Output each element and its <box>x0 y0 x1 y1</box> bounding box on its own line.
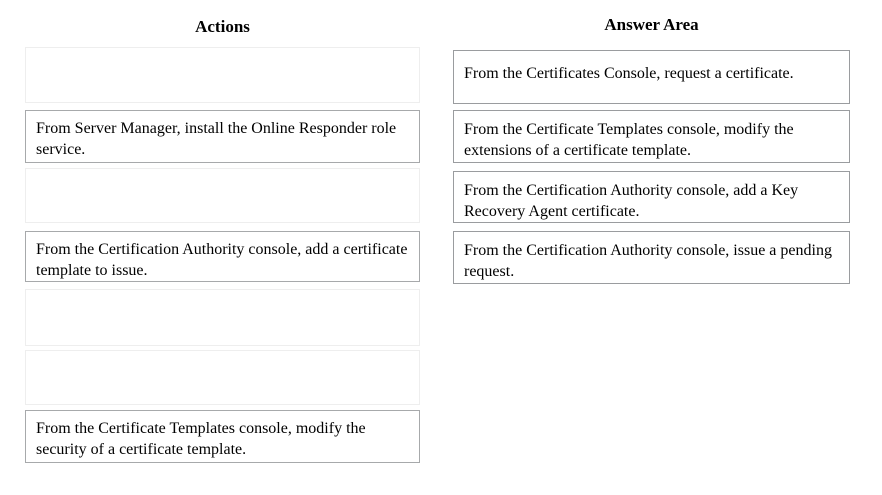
answer-item-request-certificate[interactable]: From the Certificates Console, request a certificate. <box>453 50 850 104</box>
answer-area-heading: Answer Area <box>604 15 699 34</box>
action-item-modify-template-security[interactable]: From the Certificate Templates console, modify the security of a certificate template. <box>25 410 420 463</box>
answer-item-modify-template-extensions[interactable]: From the Certificate Templates console, modify the extensions of a certificate template. <box>453 110 850 163</box>
action-slot-empty[interactable] <box>25 289 420 346</box>
action-slot-empty[interactable] <box>25 47 420 103</box>
action-item-add-template-to-issue[interactable]: From the Certification Authority console, add a certificate template to issue. <box>25 231 420 282</box>
answer-item-add-kra-certificate[interactable]: From the Certification Authority console, add a Key Recovery Agent certificate. <box>453 171 850 223</box>
action-slot-empty[interactable] <box>25 350 420 405</box>
action-item-install-online-responder[interactable]: From Server Manager, install the Online Responder role service. <box>25 110 420 163</box>
action-slot-empty[interactable] <box>25 168 420 223</box>
answer-item-issue-pending-request[interactable]: From the Certification Authority console, issue a pending request. <box>453 231 850 284</box>
actions-heading: Actions <box>195 17 250 36</box>
